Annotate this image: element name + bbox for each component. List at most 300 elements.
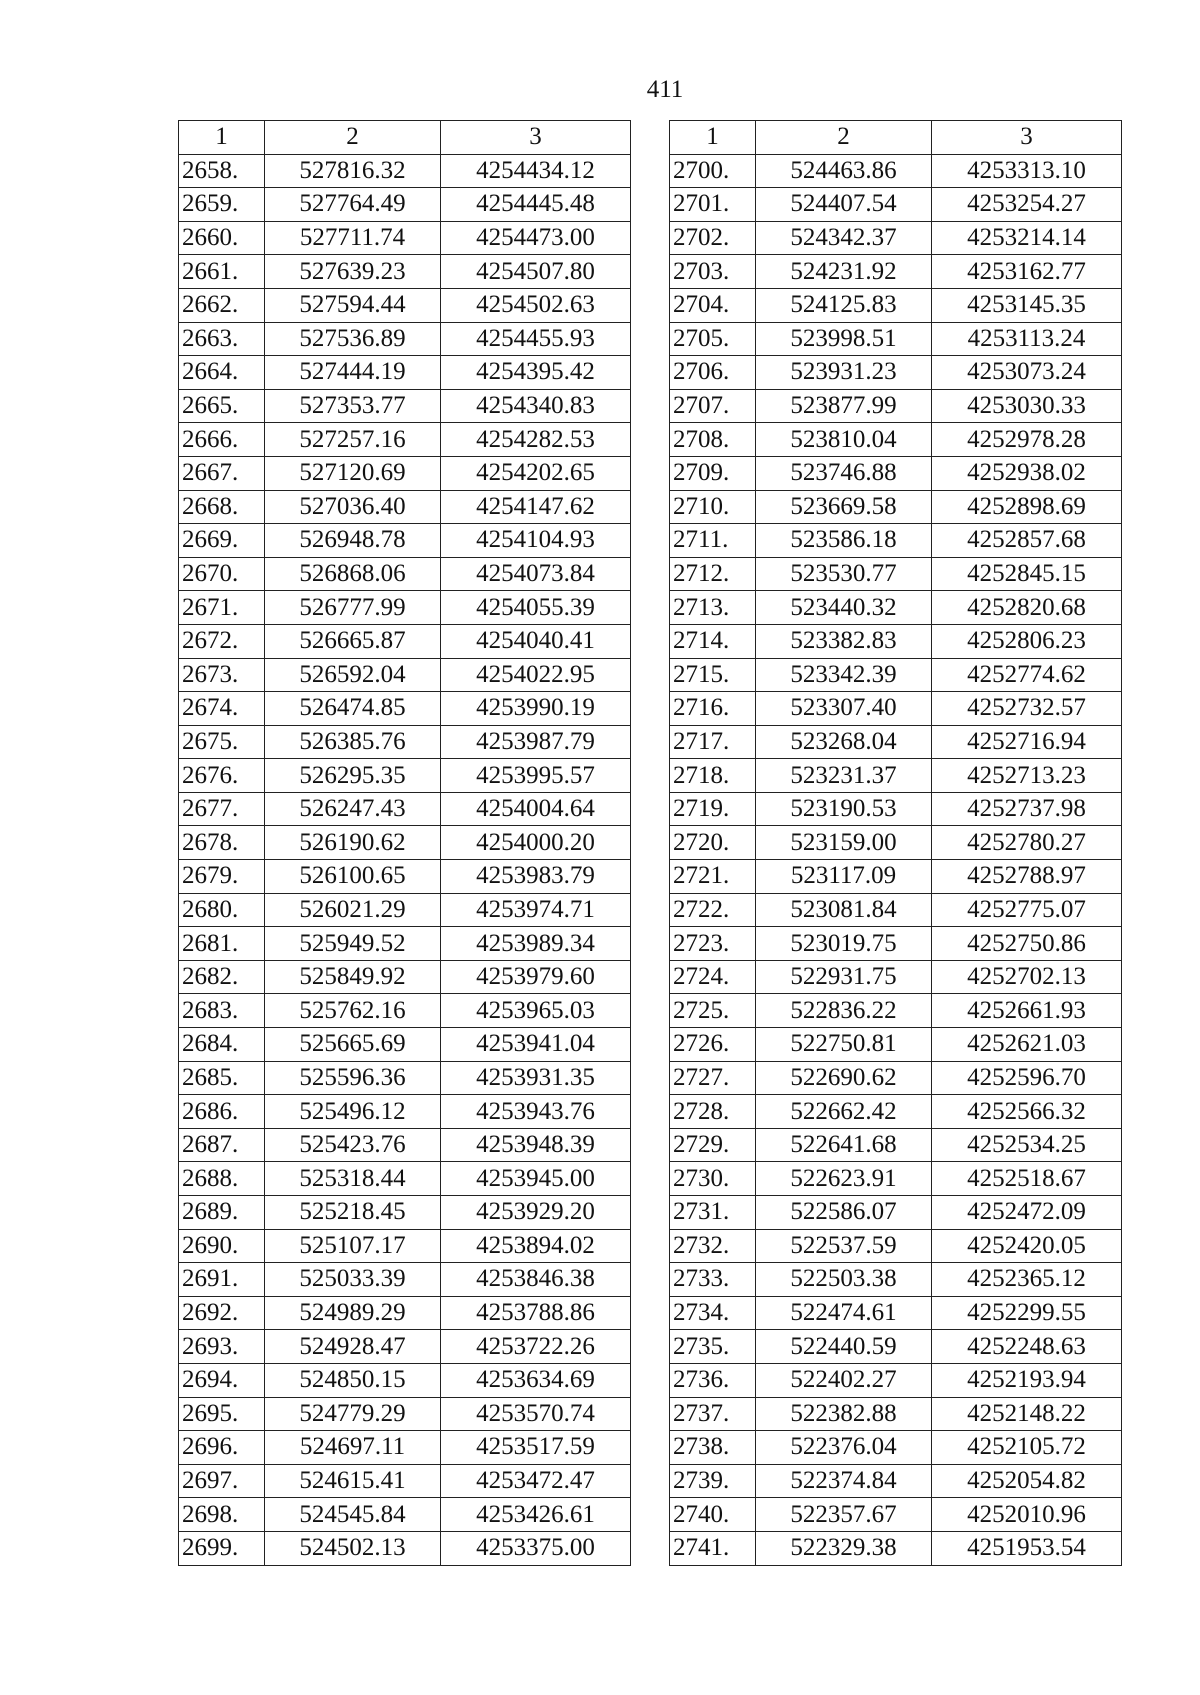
table-row [670,1162,1122,1196]
y-coordinate-cell: 4253030.33 [932,389,1122,423]
table-row [179,322,631,356]
x-coordinate-cell: 524779.29 [265,1397,441,1431]
table-row [670,893,1122,927]
x-coordinate-cell: 524928.47 [265,1330,441,1364]
y-coordinate-cell: 4254202.65 [441,456,631,490]
x-coordinate-cell: 523268.04 [756,725,932,759]
point-number-cell: 2658. [179,154,265,188]
table-row [670,221,1122,255]
point-number-cell: 2703. [670,255,756,289]
table-row [179,1061,631,1095]
x-coordinate-cell: 524231.92 [756,255,932,289]
x-coordinate-cell: 526948.78 [265,524,441,558]
y-coordinate-cell: 4252621.03 [932,1028,1122,1062]
point-number-cell: 2720. [670,826,756,860]
y-coordinate-cell: 4253974.71 [441,893,631,927]
x-coordinate-cell: 523382.83 [756,624,932,658]
point-number-cell: 2666. [179,423,265,457]
table-row [179,1498,631,1532]
y-coordinate-cell: 4253472.47 [441,1464,631,1498]
x-coordinate-cell: 523530.77 [756,557,932,591]
x-coordinate-cell: 526190.62 [265,826,441,860]
table-row [179,725,631,759]
point-number-cell: 2699. [179,1531,265,1565]
y-coordinate-cell: 4252713.23 [932,759,1122,793]
point-number-cell: 2692. [179,1296,265,1330]
y-coordinate-cell: 4253073.24 [932,356,1122,390]
table-row [670,792,1122,826]
x-coordinate-cell: 522690.62 [756,1061,932,1095]
page-number: 411 [646,76,684,103]
y-coordinate-cell: 4252534.25 [932,1128,1122,1162]
coordinates-table-left [178,120,631,1566]
x-coordinate-cell: 523159.00 [756,826,932,860]
y-coordinate-cell: 4253517.59 [441,1431,631,1465]
point-number-cell: 2716. [670,692,756,726]
point-number-cell: 2738. [670,1431,756,1465]
x-coordinate-cell: 522931.75 [756,960,932,994]
x-coordinate-cell: 522474.61 [756,1296,932,1330]
point-number-cell: 2723. [670,927,756,961]
x-coordinate-cell: 522662.42 [756,1095,932,1129]
table-row [670,356,1122,390]
y-coordinate-cell: 4252898.69 [932,490,1122,524]
x-coordinate-cell: 523669.58 [756,490,932,524]
point-number-cell: 2715. [670,658,756,692]
point-number-cell: 2697. [179,1464,265,1498]
y-coordinate-cell: 4253634.69 [441,1363,631,1397]
y-coordinate-cell: 4252566.32 [932,1095,1122,1129]
table-row [179,1531,631,1565]
x-coordinate-cell: 524342.37 [756,221,932,255]
point-number-cell: 2741. [670,1531,756,1565]
x-coordinate-cell: 525033.39 [265,1263,441,1297]
y-coordinate-cell: 4252010.96 [932,1498,1122,1532]
table-row [179,1431,631,1465]
y-coordinate-cell: 4253931.35 [441,1061,631,1095]
table-row [670,960,1122,994]
x-coordinate-cell: 527594.44 [265,288,441,322]
table-row [670,1061,1122,1095]
table-row [179,692,631,726]
x-coordinate-cell: 525496.12 [265,1095,441,1129]
y-coordinate-cell: 4253987.79 [441,725,631,759]
point-number-cell: 2709. [670,456,756,490]
y-coordinate-cell: 4254455.93 [441,322,631,356]
y-coordinate-cell: 4254434.12 [441,154,631,188]
point-number-cell: 2733. [670,1263,756,1297]
x-coordinate-cell: 527536.89 [265,322,441,356]
x-coordinate-cell: 526247.43 [265,792,441,826]
table-row [179,456,631,490]
x-coordinate-cell: 526665.87 [265,624,441,658]
point-number-cell: 2712. [670,557,756,591]
y-coordinate-cell: 4253979.60 [441,960,631,994]
x-coordinate-cell: 525423.76 [265,1128,441,1162]
y-coordinate-cell: 4251953.54 [932,1531,1122,1565]
x-coordinate-cell: 524850.15 [265,1363,441,1397]
point-number-cell: 2706. [670,356,756,390]
y-coordinate-cell: 4254282.53 [441,423,631,457]
y-coordinate-cell: 4252780.27 [932,826,1122,860]
coordinates-table-right [669,120,1122,1566]
table-row [179,1330,631,1364]
table-row [179,658,631,692]
table-row [670,692,1122,726]
x-coordinate-cell: 522376.04 [756,1431,932,1465]
point-number-cell: 2674. [179,692,265,726]
x-coordinate-cell: 526592.04 [265,658,441,692]
table-row [670,994,1122,1028]
y-coordinate-cell: 4254022.95 [441,658,631,692]
table-row [179,860,631,894]
y-coordinate-cell: 4253313.10 [932,154,1122,188]
x-coordinate-cell: 524615.41 [265,1464,441,1498]
point-number-cell: 2728. [670,1095,756,1129]
x-coordinate-cell: 522537.59 [756,1229,932,1263]
x-coordinate-cell: 524989.29 [265,1296,441,1330]
x-coordinate-cell: 526021.29 [265,893,441,927]
table-row [670,1397,1122,1431]
point-number-cell: 2671. [179,591,265,625]
point-number-cell: 2659. [179,188,265,222]
table-row [179,288,631,322]
x-coordinate-cell: 525107.17 [265,1229,441,1263]
table-row [670,1431,1122,1465]
x-coordinate-cell: 525218.45 [265,1196,441,1230]
y-coordinate-cell: 4254147.62 [441,490,631,524]
point-number-cell: 2707. [670,389,756,423]
y-coordinate-cell: 4253989.34 [441,927,631,961]
point-number-cell: 2735. [670,1330,756,1364]
table-row [670,1128,1122,1162]
y-coordinate-cell: 4252148.22 [932,1397,1122,1431]
point-number-cell: 2682. [179,960,265,994]
table-row [670,255,1122,289]
y-coordinate-cell: 4252518.67 [932,1162,1122,1196]
point-number-cell: 2676. [179,759,265,793]
table-row [179,1464,631,1498]
table-row [179,826,631,860]
point-number-cell: 2678. [179,826,265,860]
point-number-cell: 2669. [179,524,265,558]
y-coordinate-cell: 4252737.98 [932,792,1122,826]
x-coordinate-cell: 524502.13 [265,1531,441,1565]
point-number-cell: 2677. [179,792,265,826]
point-number-cell: 2736. [670,1363,756,1397]
y-coordinate-cell: 4253254.27 [932,188,1122,222]
x-coordinate-cell: 523877.99 [756,389,932,423]
x-coordinate-cell: 522374.84 [756,1464,932,1498]
table-row [179,1397,631,1431]
x-coordinate-cell: 525762.16 [265,994,441,1028]
y-coordinate-cell: 4253788.86 [441,1296,631,1330]
point-number-cell: 2665. [179,389,265,423]
point-number-cell: 2690. [179,1229,265,1263]
table-row [179,1296,631,1330]
x-coordinate-cell: 527639.23 [265,255,441,289]
point-number-cell: 2727. [670,1061,756,1095]
x-coordinate-cell: 522329.38 [756,1531,932,1565]
point-number-cell: 2713. [670,591,756,625]
table-row [179,221,631,255]
y-coordinate-cell: 4254473.00 [441,221,631,255]
column-header-2: 2 [756,121,932,155]
column-header-3: 3 [441,121,631,155]
y-coordinate-cell: 4253995.57 [441,759,631,793]
y-coordinate-cell: 4253941.04 [441,1028,631,1062]
x-coordinate-cell: 523746.88 [756,456,932,490]
table-row [179,1196,631,1230]
table-row [670,557,1122,591]
table-row [670,1363,1122,1397]
point-number-cell: 2685. [179,1061,265,1095]
table-row [670,591,1122,625]
x-coordinate-cell: 523190.53 [756,792,932,826]
point-number-cell: 2687. [179,1128,265,1162]
table-row [179,591,631,625]
point-number-cell: 2689. [179,1196,265,1230]
point-number-cell: 2726. [670,1028,756,1062]
table-row [179,1028,631,1062]
point-number-cell: 2696. [179,1431,265,1465]
x-coordinate-cell: 524125.83 [756,288,932,322]
y-coordinate-cell: 4252248.63 [932,1330,1122,1364]
x-coordinate-cell: 523231.37 [756,759,932,793]
point-number-cell: 2711. [670,524,756,558]
x-coordinate-cell: 522586.07 [756,1196,932,1230]
x-coordinate-cell: 522641.68 [756,1128,932,1162]
table-row [179,1095,631,1129]
table-row [179,524,631,558]
x-coordinate-cell: 522402.27 [756,1363,932,1397]
x-coordinate-cell: 522503.38 [756,1263,932,1297]
y-coordinate-cell: 4254445.48 [441,188,631,222]
table-row [179,356,631,390]
point-number-cell: 2730. [670,1162,756,1196]
x-coordinate-cell: 522382.88 [756,1397,932,1431]
x-coordinate-cell: 523440.32 [756,591,932,625]
y-coordinate-cell: 4252857.68 [932,524,1122,558]
table-row [670,154,1122,188]
table-row [670,725,1122,759]
point-number-cell: 2732. [670,1229,756,1263]
point-number-cell: 2722. [670,893,756,927]
x-coordinate-cell: 527120.69 [265,456,441,490]
table-row [670,1531,1122,1565]
x-coordinate-cell: 526385.76 [265,725,441,759]
table-row [670,1196,1122,1230]
y-coordinate-cell: 4253894.02 [441,1229,631,1263]
y-coordinate-cell: 4253145.35 [932,288,1122,322]
table-row [670,1095,1122,1129]
point-number-cell: 2662. [179,288,265,322]
y-coordinate-cell: 4252938.02 [932,456,1122,490]
point-number-cell: 2717. [670,725,756,759]
y-coordinate-cell: 4254395.42 [441,356,631,390]
table-row [670,624,1122,658]
table-row [670,759,1122,793]
point-number-cell: 2683. [179,994,265,1028]
y-coordinate-cell: 4254502.63 [441,288,631,322]
point-number-cell: 2672. [179,624,265,658]
x-coordinate-cell: 524545.84 [265,1498,441,1532]
y-coordinate-cell: 4252750.86 [932,927,1122,961]
x-coordinate-cell: 523081.84 [756,893,932,927]
table-row [179,792,631,826]
column-header-1: 1 [670,121,756,155]
y-coordinate-cell: 4253722.26 [441,1330,631,1364]
y-coordinate-cell: 4252472.09 [932,1196,1122,1230]
y-coordinate-cell: 4253162.77 [932,255,1122,289]
y-coordinate-cell: 4253965.03 [441,994,631,1028]
table-row [670,288,1122,322]
y-coordinate-cell: 4253983.79 [441,860,631,894]
y-coordinate-cell: 4252596.70 [932,1061,1122,1095]
table-row [670,524,1122,558]
y-coordinate-cell: 4252054.82 [932,1464,1122,1498]
table-row [179,154,631,188]
table-row [670,1498,1122,1532]
point-number-cell: 2737. [670,1397,756,1431]
point-number-cell: 2670. [179,557,265,591]
y-coordinate-cell: 4254340.83 [441,389,631,423]
table-row [179,188,631,222]
x-coordinate-cell: 523117.09 [756,860,932,894]
y-coordinate-cell: 4252702.13 [932,960,1122,994]
y-coordinate-cell: 4253570.74 [441,1397,631,1431]
table-row [670,826,1122,860]
table-row [670,1296,1122,1330]
point-number-cell: 2724. [670,960,756,994]
x-coordinate-cell: 523931.23 [756,356,932,390]
y-coordinate-cell: 4253945.00 [441,1162,631,1196]
header-row [670,121,1122,155]
y-coordinate-cell: 4252732.57 [932,692,1122,726]
table-row [670,188,1122,222]
y-coordinate-cell: 4252774.62 [932,658,1122,692]
y-coordinate-cell: 4252365.12 [932,1263,1122,1297]
x-coordinate-cell: 522440.59 [756,1330,932,1364]
y-coordinate-cell: 4253846.38 [441,1263,631,1297]
table-row [670,927,1122,961]
y-coordinate-cell: 4254073.84 [441,557,631,591]
point-number-cell: 2694. [179,1363,265,1397]
y-coordinate-cell: 4253426.61 [441,1498,631,1532]
x-coordinate-cell: 525949.52 [265,927,441,961]
table-row [179,1128,631,1162]
y-coordinate-cell: 4254055.39 [441,591,631,625]
y-coordinate-cell: 4254004.64 [441,792,631,826]
x-coordinate-cell: 524697.11 [265,1431,441,1465]
x-coordinate-cell: 523342.39 [756,658,932,692]
x-coordinate-cell: 527711.74 [265,221,441,255]
y-coordinate-cell: 4252845.15 [932,557,1122,591]
table-row [179,1162,631,1196]
point-number-cell: 2673. [179,658,265,692]
point-number-cell: 2695. [179,1397,265,1431]
point-number-cell: 2725. [670,994,756,1028]
point-number-cell: 2691. [179,1263,265,1297]
point-number-cell: 2679. [179,860,265,894]
point-number-cell: 2718. [670,759,756,793]
x-coordinate-cell: 527816.32 [265,154,441,188]
x-coordinate-cell: 526777.99 [265,591,441,625]
y-coordinate-cell: 4252775.07 [932,893,1122,927]
x-coordinate-cell: 523307.40 [756,692,932,726]
point-number-cell: 2693. [179,1330,265,1364]
point-number-cell: 2739. [670,1464,756,1498]
point-number-cell: 2664. [179,356,265,390]
x-coordinate-cell: 525849.92 [265,960,441,994]
point-number-cell: 2684. [179,1028,265,1062]
table-row [179,893,631,927]
x-coordinate-cell: 527036.40 [265,490,441,524]
point-number-cell: 2719. [670,792,756,826]
column-header-1: 1 [179,121,265,155]
header-row [179,121,631,155]
table-row [179,389,631,423]
x-coordinate-cell: 523810.04 [756,423,932,457]
y-coordinate-cell: 4252299.55 [932,1296,1122,1330]
point-number-cell: 2702. [670,221,756,255]
point-number-cell: 2708. [670,423,756,457]
table-row [179,557,631,591]
y-coordinate-cell: 4252806.23 [932,624,1122,658]
x-coordinate-cell: 525318.44 [265,1162,441,1196]
table-row [670,658,1122,692]
table-row [670,1229,1122,1263]
table-row [670,456,1122,490]
table-row [670,322,1122,356]
y-coordinate-cell: 4252420.05 [932,1229,1122,1263]
x-coordinate-cell: 527257.16 [265,423,441,457]
y-coordinate-cell: 4254507.80 [441,255,631,289]
table-row [179,423,631,457]
table-row [179,960,631,994]
y-coordinate-cell: 4252820.68 [932,591,1122,625]
x-coordinate-cell: 523998.51 [756,322,932,356]
x-coordinate-cell: 527444.19 [265,356,441,390]
x-coordinate-cell: 526100.65 [265,860,441,894]
table-row [670,1028,1122,1062]
x-coordinate-cell: 522623.91 [756,1162,932,1196]
table-row [670,860,1122,894]
point-number-cell: 2663. [179,322,265,356]
y-coordinate-cell: 4252661.93 [932,994,1122,1028]
y-coordinate-cell: 4254104.93 [441,524,631,558]
point-number-cell: 2675. [179,725,265,759]
x-coordinate-cell: 522357.67 [756,1498,932,1532]
x-coordinate-cell: 526868.06 [265,557,441,591]
point-number-cell: 2688. [179,1162,265,1196]
y-coordinate-cell: 4253214.14 [932,221,1122,255]
y-coordinate-cell: 4253948.39 [441,1128,631,1162]
y-coordinate-cell: 4252788.97 [932,860,1122,894]
table-row [179,994,631,1028]
table-row [179,927,631,961]
x-coordinate-cell: 523019.75 [756,927,932,961]
table-row [179,490,631,524]
point-number-cell: 2731. [670,1196,756,1230]
x-coordinate-cell: 524407.54 [756,188,932,222]
column-header-2: 2 [265,121,441,155]
table-row [670,1464,1122,1498]
x-coordinate-cell: 527764.49 [265,188,441,222]
x-coordinate-cell: 525596.36 [265,1061,441,1095]
point-number-cell: 2710. [670,490,756,524]
point-number-cell: 2705. [670,322,756,356]
